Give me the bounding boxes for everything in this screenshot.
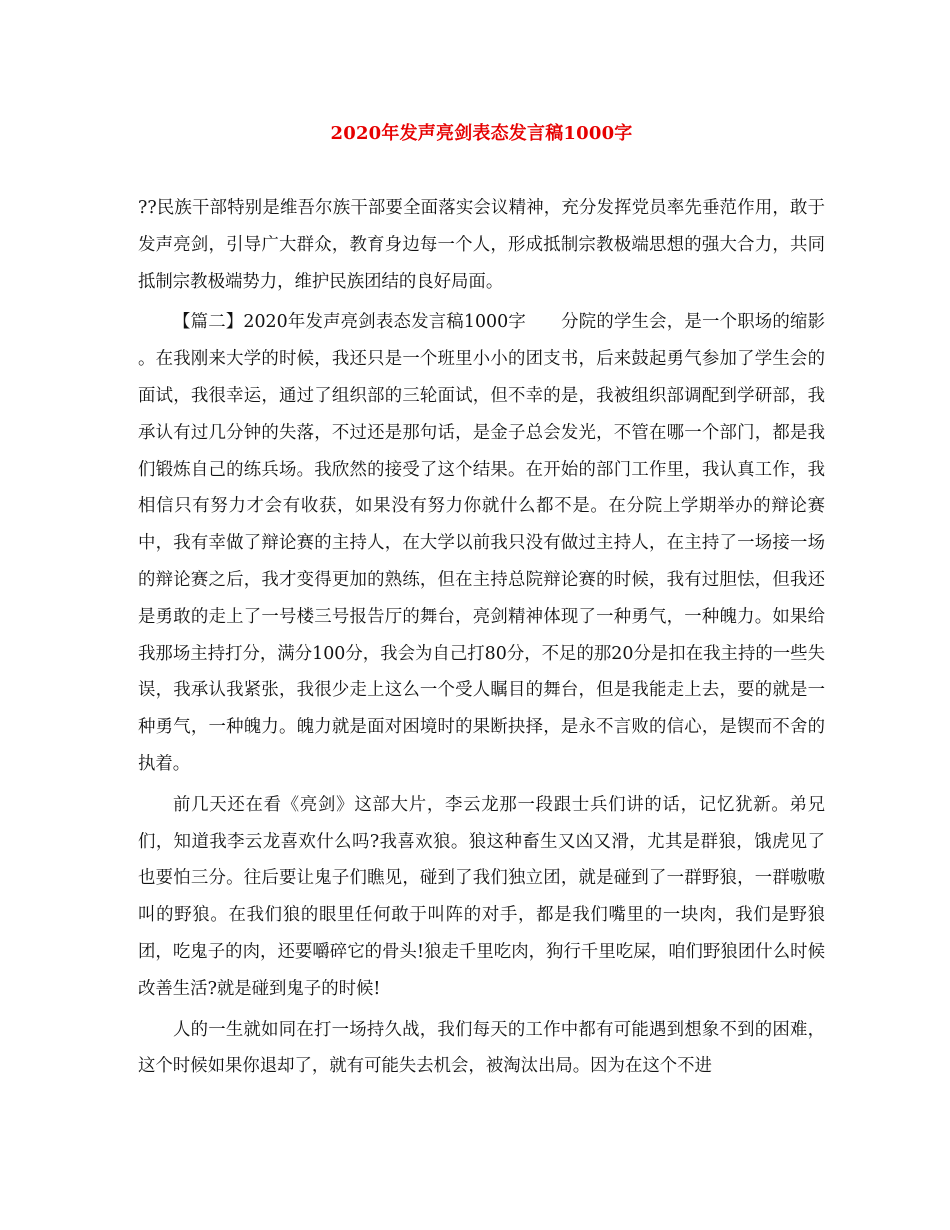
paragraph-3: 前几天还在看《亮剑》这部大片，李云龙那一段跟士兵们讲的话，记忆犹新。弟兄们，知道我李云龙喜欢什么吗?我喜欢狼。狼这种畜生又凶又滑，尤其是群狼，饿虎见了也要怕三分。往后要让鬼子们瞧见，碰到了我们独立团，就是碰到了一群野狼，一群嗷嗷叫的野狼。在我们狼的眼里任何敢于叫阵的对手，都是我们嘴里的一块肉，我们是野狼团，吃鬼子的肉，还要嚼碎它的骨头!狼走千里吃肉，狗行千里吃屎，咱们野狼团什么时候改善生活?就是碰到鬼子的时候!	[138, 794, 825, 999]
paragraph-4: 人的一生就如同在打一场持久战，我们每天的工作中都有可能遇到想象不到的困难，这个时候如果你退却了，就有可能失去机会，被淘汰出局。因为在这个不进	[138, 1019, 825, 1077]
title-spacer	[138, 148, 825, 190]
paragraph-2: 【篇二】2020年发声亮剑表态发言稿1000字 分院的学生会，是一个职场的缩影 。在我刚来大学的时候，我还只是一个班里小小的团支书，后来鼓起勇气参加了学生会的面试，我很幸运，通过了组织部的三轮面试，但不幸的是，我被组织部调配到学研部，我承认有过几分钟的失落，不过还是那句话，是金子总会发光，不管在哪一个部门，都是我们锻炼自己的练兵场。我欣然的接受了这个结果。在开始的部门工作里，我认真工作，我相信只有努力才会有收获，如果没有努力你就什么都不是。在分院上学期举办的辩论赛中，我有幸做了辩论赛的主持人，在大学以前我只没有做过主持人，在主持了一场接一场的辩论赛之后，我才变得更加的熟练，但在主持总院辩论赛的时候，我有过胆怯，但我还是勇敢的走上了一号楼三号报告厅的舞台，亮剑精神体现了一种勇气，一种魄力。如果给我那场主持打分，满分100分，我会为自己打80分，不足的那20分是扣在我主持的一些失误，我承认我紧张，我很少走上这么一个受人瞩目的舞台，但是我能走上去，要的就是一种勇气，一种魄力。魄力就是面对困境时的果断抉择，是永不言败的信心，是锲而不舍的执着。	[138, 312, 825, 774]
document-title: 2020年发声亮剑表态发言稿1000字	[330, 123, 633, 144]
paragraph-1: ??民族干部特别是维吾尔族干部要全面落实会议精神，充分发挥党员率先垂范作用，敢于发声亮剑，引导广大群众，教育身边每一个人，形成抵制宗教极端思想的强大合力，共同抵制宗教极端势力，维护民族团结的良好局面。	[138, 198, 825, 292]
